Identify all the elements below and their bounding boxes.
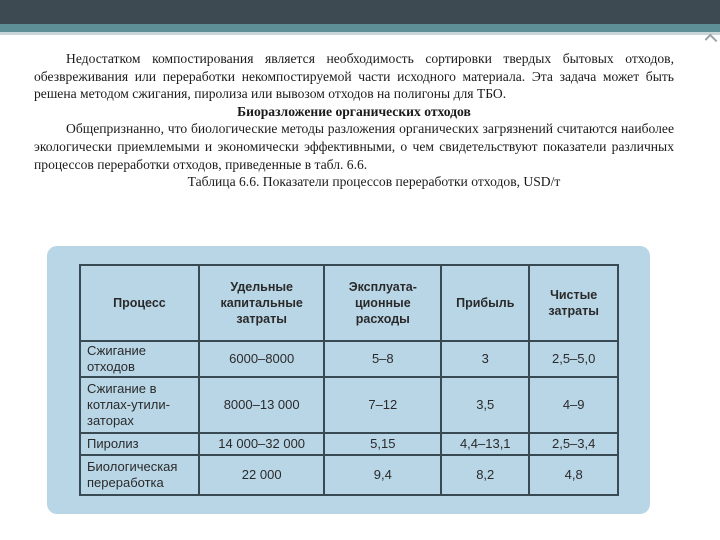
table-cell: 5,15 bbox=[324, 433, 441, 455]
table-cell: Сжигание в котлах-утили-заторах bbox=[80, 377, 199, 433]
table-cell: 9,4 bbox=[324, 455, 441, 495]
slide-accent-bar bbox=[0, 24, 720, 32]
column-header: Эксплуата-ционные расходы bbox=[324, 265, 441, 341]
table-cell: 14 000–32 000 bbox=[199, 433, 325, 455]
table-cell: 2,5–5,0 bbox=[529, 341, 618, 377]
paragraph-1: Недостатком компостирования является необходимость сортировки твердых бытовых отходов, обезвреживания или переработки некомпостируемой части исходного материала. Эта задача может быть решена методом сжигания, пиролиза или вывозом отходов на полигоны для ТБО. bbox=[34, 51, 674, 102]
table-cell: 2,5–3,4 bbox=[529, 433, 618, 455]
table-cell: 4,4–13,1 bbox=[441, 433, 529, 455]
table-row bbox=[80, 377, 618, 433]
table-caption: Таблица 6.6. Показатели процессов переработки отходов, USD/т bbox=[187, 174, 561, 190]
column-header: Чистые затраты bbox=[529, 265, 618, 341]
table-cell: Биологическая переработка bbox=[80, 455, 199, 495]
table-row bbox=[80, 455, 618, 495]
table-cell: 4–9 bbox=[529, 377, 618, 433]
section-heading: Биоразложение органических отходов bbox=[237, 103, 471, 119]
table-cell: 3,5 bbox=[441, 377, 529, 433]
table-cell: 8,2 bbox=[441, 455, 529, 495]
table-image-panel bbox=[47, 246, 650, 514]
table-cell: 3 bbox=[441, 341, 529, 377]
document-text bbox=[34, 50, 674, 191]
table-cell: 8000–13 000 bbox=[199, 377, 325, 433]
paragraph-2: Общепризнанно, что биологические методы разложения органических загрязнений считаются наиболее экологически приемлемыми и экономически эффективными, о чем свидетельствуют показатели различных процессов переработки отходов, приведенные в табл. 6.6. bbox=[34, 121, 674, 172]
slide-accent-line bbox=[0, 32, 720, 35]
table-row bbox=[80, 433, 618, 455]
table-cell: 6000–8000 bbox=[199, 341, 325, 377]
column-header: Процесс bbox=[80, 265, 199, 341]
table-cell: Сжигание отходов bbox=[80, 341, 199, 377]
chevron-up-icon bbox=[705, 34, 718, 47]
table-cell: Пиролиз bbox=[80, 433, 199, 455]
table-cell: 7–12 bbox=[324, 377, 441, 433]
slide-top-bar bbox=[0, 0, 720, 24]
column-header: Удельные капитальные затраты bbox=[199, 265, 325, 341]
table-row bbox=[80, 341, 618, 377]
column-header: Прибыль bbox=[441, 265, 529, 341]
process-table bbox=[79, 264, 619, 496]
table-cell: 5–8 bbox=[324, 341, 441, 377]
table-cell: 4,8 bbox=[529, 455, 618, 495]
table-header-row bbox=[80, 265, 618, 341]
table-cell: 22 000 bbox=[199, 455, 325, 495]
